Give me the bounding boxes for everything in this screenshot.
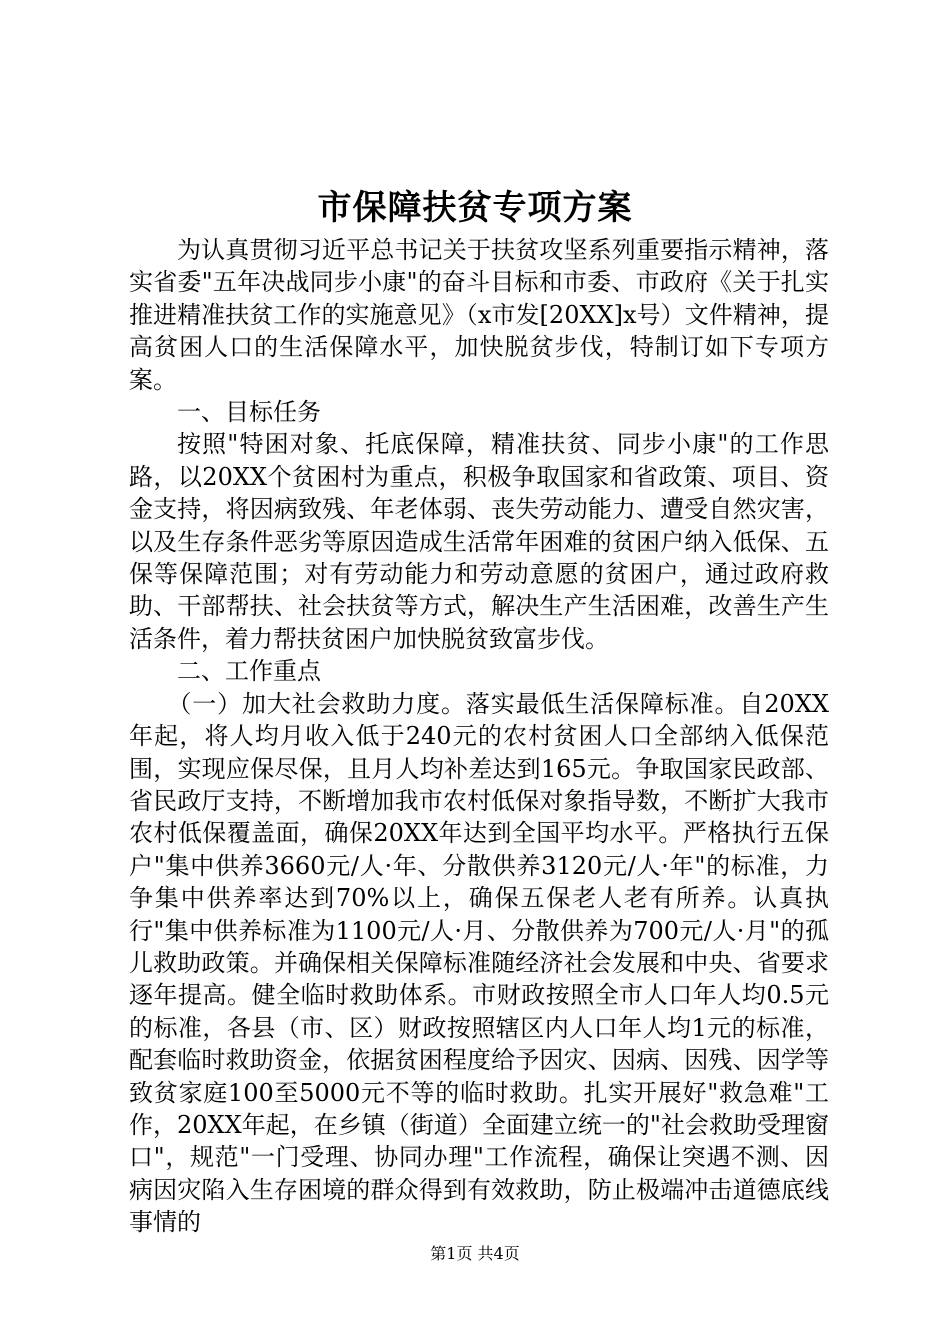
goals-paragraph: 按照"特困对象、托底保障，精准扶贫、同步小康"的工作思路，以20XX个贫困村为重点，积极争取国家和省政策、项目、资金支持，将因病致残、年老体弱、丧失劳动能力、遭受自然灾害，以及生存条件恶劣等原因造成生活常年困难的贫困户纳入低保、五保等保障范围；对有劳动能力和劳动意愿的贫困户，通过政府救助、干部帮扶、社会扶贫等方式，解决生产生活困难，改善生产生活条件，着力帮扶贫困户加快脱贫致富步伐。	[129, 430, 829, 653]
intro-paragraph: 为认真贯彻习近平总书记关于扶贫攻坚系列重要指示精神，落实省委"五年决战同步小康"的奋斗目标和市委、市政府《关于扎实推进精准扶贫工作的实施意见》（x市发[20XX]x号）文件精神，提高贫困人口的生活保障水平，加快脱贫步伐，特制订如下专项方案。	[129, 236, 829, 394]
section-heading-goals: 一、目标任务	[177, 398, 321, 427]
document-body	[129, 234, 829, 1239]
page-footer: 第1页 共4页	[430, 1244, 520, 1263]
document-title: 市保障扶贫专项方案	[317, 188, 633, 228]
priority-item-1-paragraph: （一）加大社会救助力度。落实最低生活保障标准。自20XX年起，将人均月收入低于240元的农村贫困人口全部纳入低保范围，实现应保尽保，且月人均补差达到165元。争取国家民政部、省民政厅支持，不断增加我市农村低保对象指导数，不断扩大我市农村低保覆盖面，确保20XX年达到全国平均水平。严格执行五保户"集中供养3660元/人·年、分散供养3120元/人·年"的标准，力争集中供养率达到70%以上，确保五保老人老有所养。认真执行"集中供养标准为1100元/人·月、分散供养为700元/人·月"的孤儿救助政策。并确保相关保障标准随经济社会发展和中央、省要求逐年提高。健全临时救助体系。市财政按照全市人口年人均0.5元的标准，各县（市、区）财政按照辖区内人口年人均1元的标准，配套临时救助资金，依据贫困程度给予因灾、因病、因残、因学等致贫家庭100至5000元不等的临时救助。扎实开展好"救急难"工作，20XX年起，在乡镇（街道）全面建立统一的"社会救助受理窗口"，规范"一门受理、协同办理"工作流程，确保让突遇不测、因病因灾陷入生存困境的群众得到有效救助，防止极端冲击道德底线事情的	[129, 689, 829, 1237]
section-heading-priorities: 二、工作重点	[177, 657, 321, 686]
